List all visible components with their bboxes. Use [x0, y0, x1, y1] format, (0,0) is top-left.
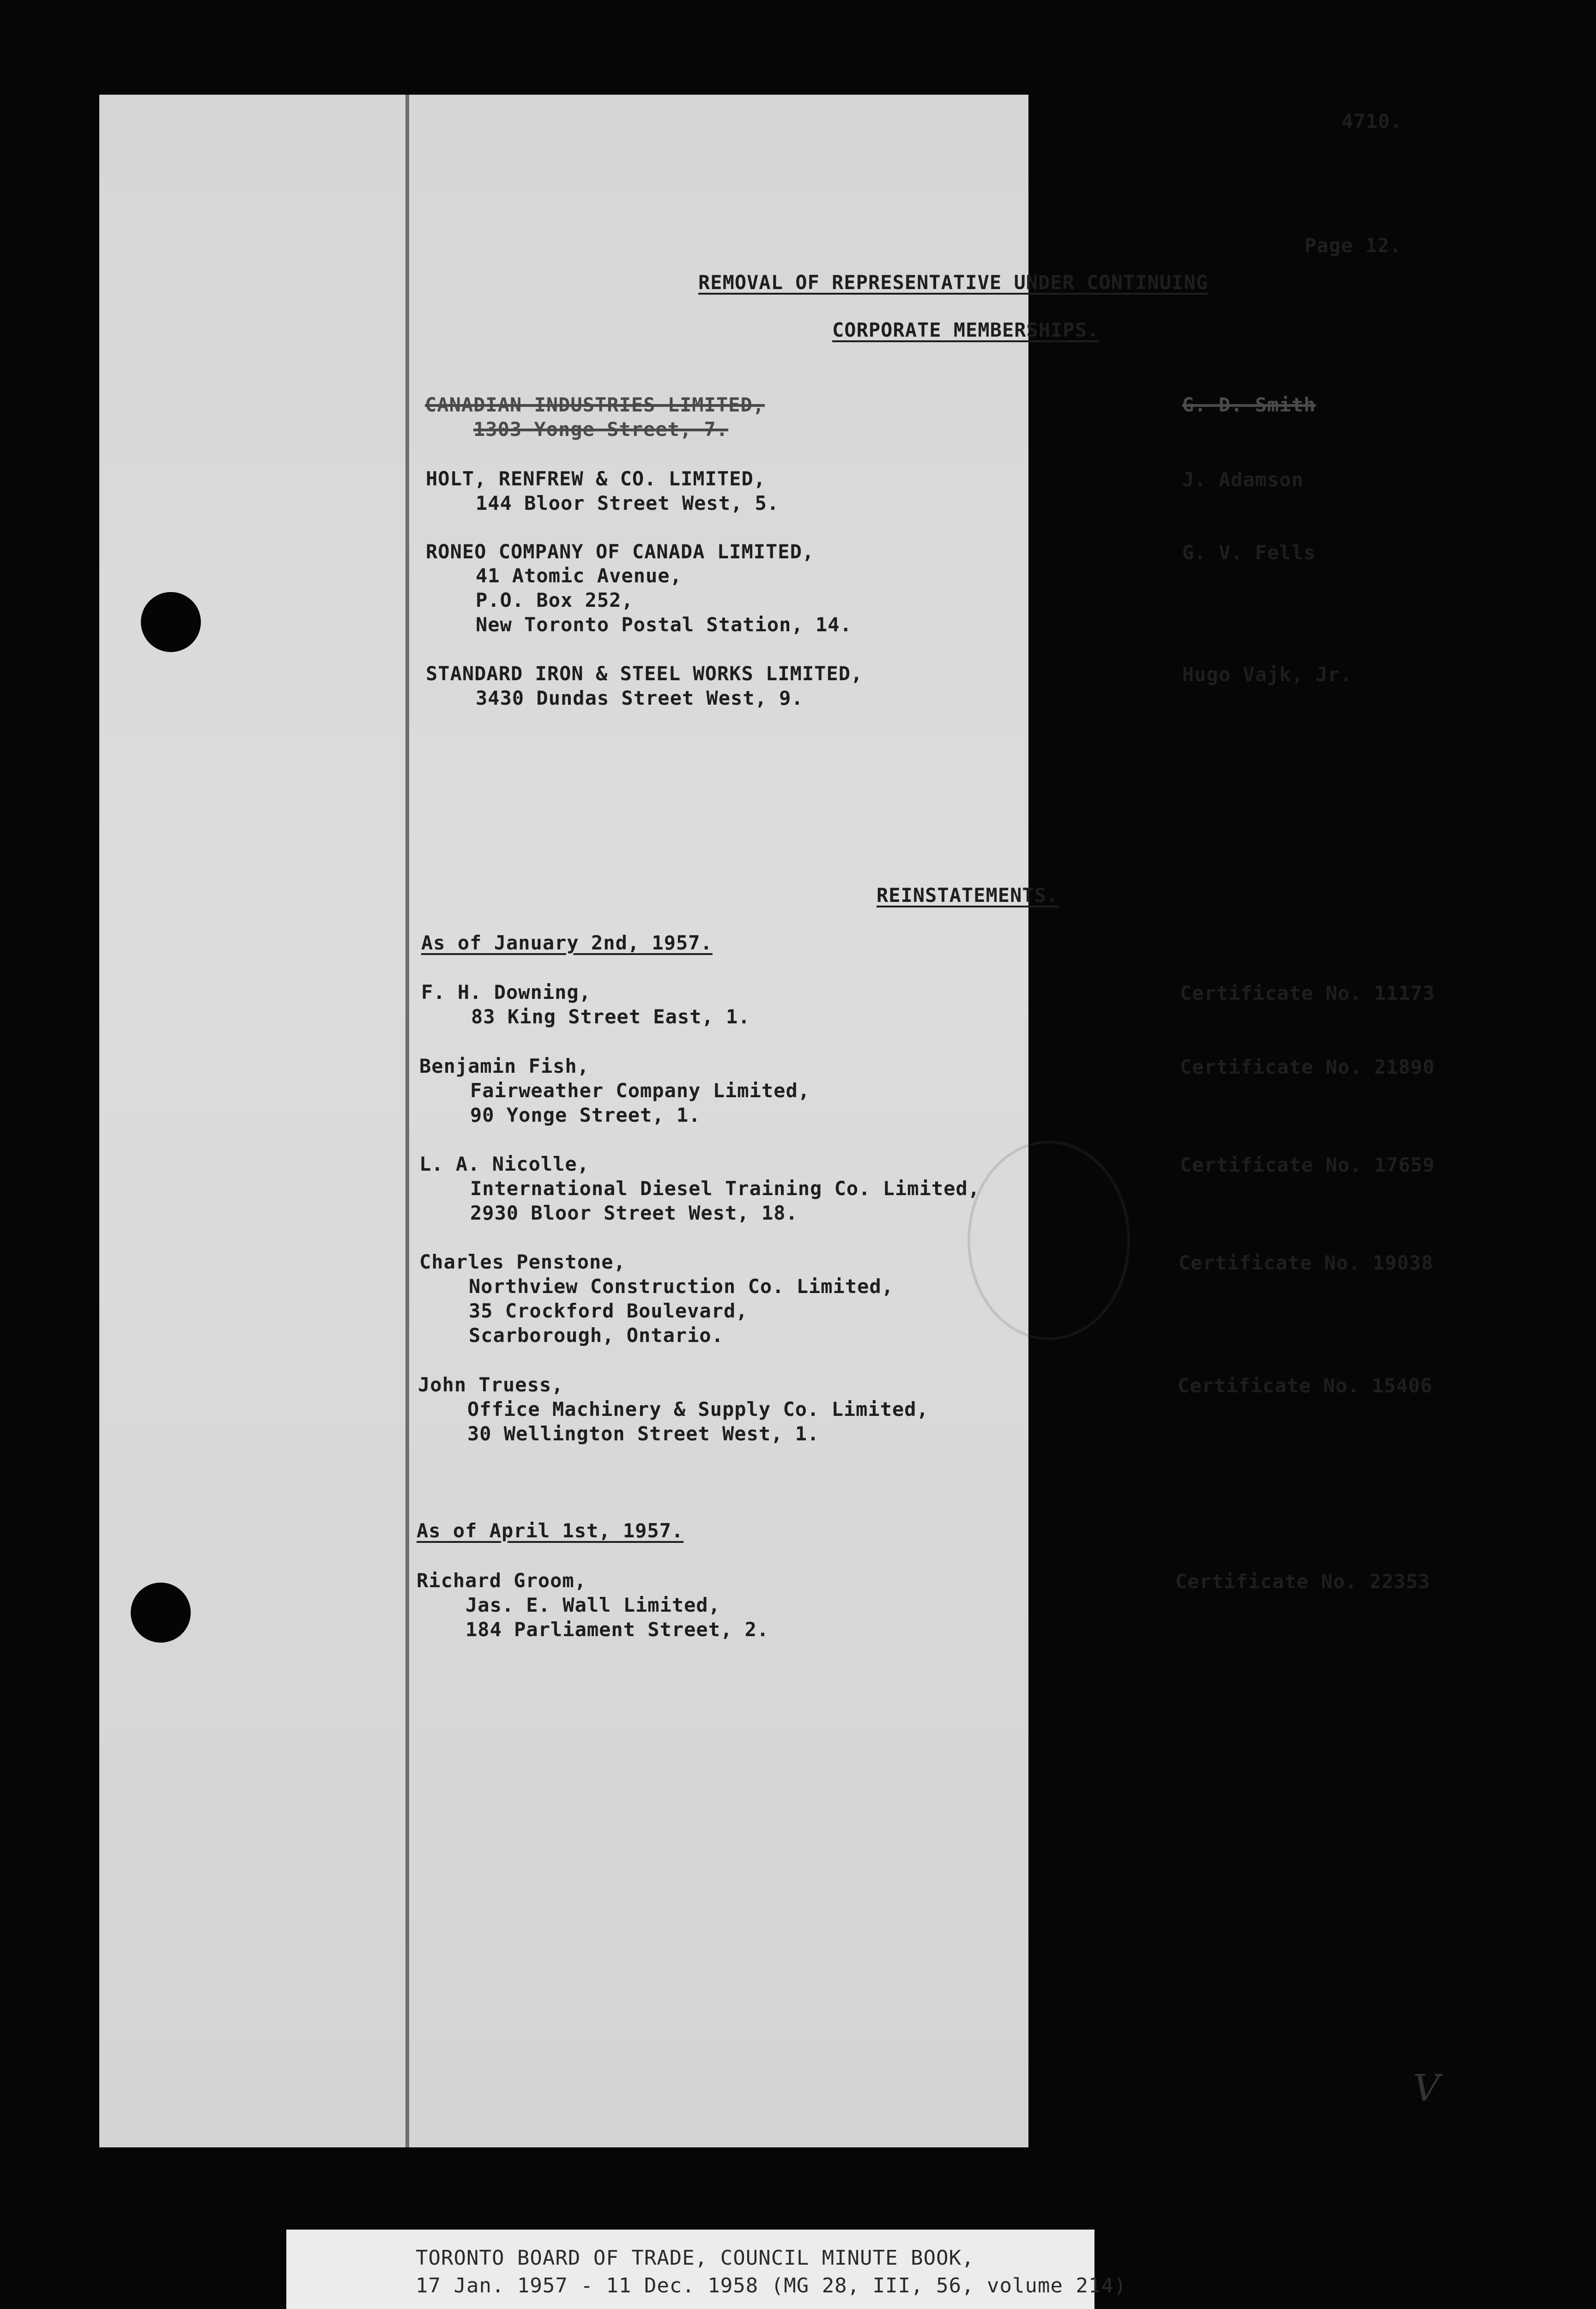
removal-address-4: 3430 Dundas Street West, 9.: [476, 687, 804, 709]
entry-name: L. A. Nicolle,: [419, 1153, 590, 1175]
entry-address: 30 Wellington Street West, 1.: [467, 1422, 820, 1445]
removal-company-3: RONEO COMPANY OF CANADA LIMITED,: [426, 540, 815, 563]
entry-address: 90 Yonge Street, 1.: [470, 1104, 701, 1126]
punch-hole-lower: [131, 1583, 191, 1643]
removal-representative-2: J. Adamson: [1182, 468, 1304, 491]
entry-address: 184 Parliament Street, 2.: [466, 1618, 769, 1641]
entry-name: Richard Groom,: [417, 1569, 587, 1592]
entry-name: Charles Penstone,: [419, 1251, 626, 1273]
removal-address-3-line-2: P.O. Box 252,: [476, 589, 634, 611]
entry-certificate: Certificate No. 22353: [1175, 1570, 1431, 1593]
group-date-heading-2: As of April 1st, 1957.: [417, 1519, 684, 1542]
entry-certificate: Certificate No. 15406: [1178, 1374, 1433, 1397]
removal-address-1: 1303 Yonge Street, 7.: [473, 418, 729, 441]
heading-line-2: CORPORATE MEMBERSHIPS.: [832, 319, 1100, 341]
entry-address: Scarborough, Ontario.: [469, 1324, 724, 1347]
archive-reference-label: [286, 2230, 1127, 2309]
page-label: Page 12.: [1305, 234, 1402, 257]
entry-certificate: Certificate No. 11173: [1180, 982, 1435, 1004]
punch-hole-upper: [141, 592, 201, 652]
reinstatements-heading: REINSTATEMENTS.: [877, 884, 1059, 907]
entry-address: Office Machinery & Supply Co. Limited,: [467, 1398, 929, 1420]
removal-address-3-line-1: 41 Atomic Avenue,: [476, 564, 682, 587]
entry-certificate: Certificate No. 21890: [1180, 1056, 1435, 1078]
heading-line-1: REMOVAL OF REPRESENTATIVE UNDER CONTINUING: [698, 271, 1209, 294]
entry-address: Jas. E. Wall Limited,: [466, 1594, 721, 1616]
entry-name: F. H. Downing,: [421, 981, 592, 1003]
entry-name: Benjamin Fish,: [419, 1055, 590, 1077]
removal-representative-4: Hugo Vajk, Jr.: [1182, 663, 1353, 686]
archive-label-line-2: 17 Jan. 1957 - 11 Dec. 1958 (MG 28, III, 56, volume 214): [416, 2274, 1127, 2297]
removal-company-1: CANADIAN INDUSTRIES LIMITED,: [425, 393, 765, 416]
entry-address: Northview Construction Co. Limited,: [469, 1275, 894, 1298]
entry-certificate: Certificate No. 19038: [1179, 1251, 1434, 1274]
archive-label-line-1: TORONTO BOARD OF TRADE, COUNCIL MINUTE BOOK,: [416, 2246, 974, 2270]
entry-address: International Diesel Training Co. Limited,: [470, 1177, 980, 1200]
removal-address-2: 144 Bloor Street West, 5.: [476, 492, 780, 514]
removal-address-3-line-3: New Toronto Postal Station, 14.: [476, 613, 852, 636]
entry-address: Fairweather Company Limited,: [470, 1079, 810, 1102]
removal-company-4: STANDARD IRON & STEEL WORKS LIMITED,: [426, 662, 863, 685]
entry-address: 35 Crockford Boulevard,: [469, 1300, 748, 1322]
removal-representative-1: G. D. Smith: [1182, 393, 1316, 416]
faint-seal-stamp: [967, 1141, 1130, 1340]
group-date-heading-1: As of January 2nd, 1957.: [421, 931, 713, 954]
check-mark: V: [1413, 2067, 1440, 2110]
folio-number: 4710.: [1342, 110, 1403, 133]
entry-name: John Truess,: [418, 1373, 564, 1396]
removal-company-2: HOLT, RENFREW & CO. LIMITED,: [426, 467, 766, 490]
entry-address: 2930 Bloor Street West, 18.: [470, 1202, 798, 1224]
margin-rule: [405, 95, 409, 2147]
removal-representative-3: G. V. Fells: [1182, 541, 1316, 564]
entry-certificate: Certificate No. 17659: [1180, 1154, 1435, 1176]
entry-address: 83 King Street East, 1.: [471, 1005, 750, 1028]
